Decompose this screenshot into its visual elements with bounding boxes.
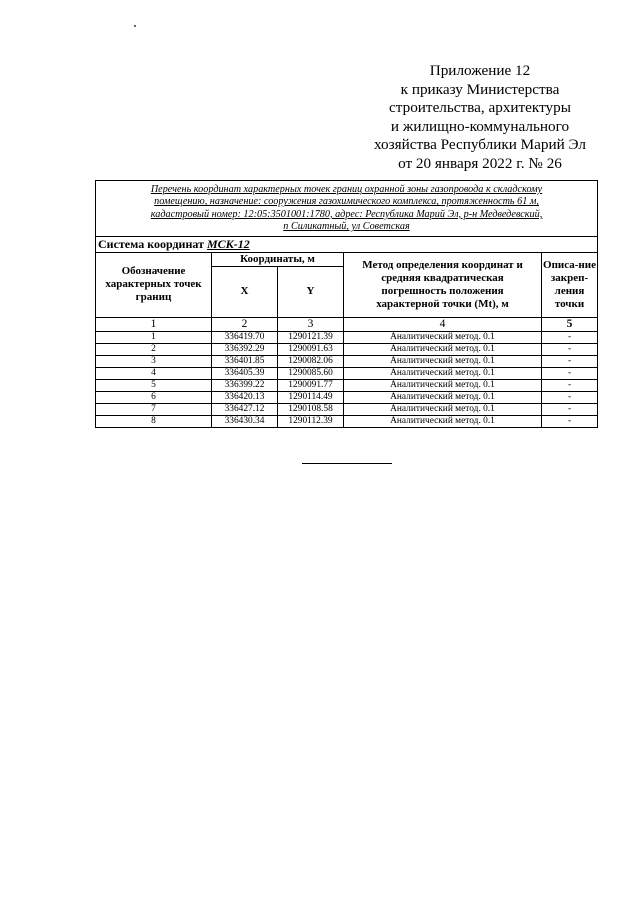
- table-row: [96, 343, 598, 355]
- table-caption: [96, 181, 598, 237]
- description-cell: -: [542, 403, 598, 415]
- table-row: [96, 331, 598, 343]
- divider-line: [302, 463, 392, 464]
- table-row: [96, 415, 598, 427]
- header-x: X: [212, 266, 278, 317]
- table-row: [96, 403, 598, 415]
- method-cell: Аналитический метод. 0.1: [344, 391, 542, 403]
- x-coordinate: 336427.12: [212, 403, 278, 415]
- x-coordinate: 336430.34: [212, 415, 278, 427]
- caption-line: кадастровый номер: 12:05:3501001:1780, адрес: Республика Марий Эл, р-н Медведевский,: [150, 208, 543, 220]
- point-number: 6: [96, 391, 212, 403]
- column-number: 1: [96, 317, 212, 331]
- method-cell: Аналитический метод. 0.1: [344, 403, 542, 415]
- x-coordinate: 336420.13: [212, 391, 278, 403]
- y-coordinate: 1290091.77: [278, 379, 344, 391]
- appendix-header: [360, 62, 600, 174]
- scan-speck: [134, 25, 136, 27]
- method-cell: Аналитический метод. 0.1: [344, 415, 542, 427]
- x-coordinate: 336401.85: [212, 355, 278, 367]
- table-row: [96, 367, 598, 379]
- header-point: Обозначение характерных точек границ: [96, 252, 212, 317]
- table-row: [96, 379, 598, 391]
- appendix-line: хозяйства Республики Марий Эл: [374, 136, 586, 154]
- point-number: 2: [96, 343, 212, 355]
- y-coordinate: 1290085.60: [278, 367, 344, 379]
- coordinates-table: [95, 180, 598, 428]
- header-desc: Описа-ние закреп-ления точки: [542, 252, 598, 317]
- description-cell: -: [542, 391, 598, 403]
- appendix-line: строительства, архитектуры: [389, 99, 571, 117]
- column-number: 2: [212, 317, 278, 331]
- point-number: 4: [96, 367, 212, 379]
- method-cell: Аналитический метод. 0.1: [344, 379, 542, 391]
- point-number: 7: [96, 403, 212, 415]
- description-cell: -: [542, 355, 598, 367]
- description-cell: -: [542, 379, 598, 391]
- point-number: 1: [96, 331, 212, 343]
- y-coordinate: 1290121.39: [278, 331, 344, 343]
- coordinate-system-value: МСК-12: [206, 236, 250, 251]
- appendix-line: и жилищно-коммунального: [390, 117, 570, 135]
- y-coordinate: 1290091.63: [278, 343, 344, 355]
- column-number: 5: [542, 317, 598, 331]
- table-row: [96, 355, 598, 367]
- method-cell: Аналитический метод. 0.1: [344, 331, 542, 343]
- description-cell: -: [542, 415, 598, 427]
- caption-line: Перечень координат характерных точек границ охранной зоны газопровода к складскому: [150, 184, 543, 195]
- x-coordinate: 336405.39: [212, 367, 278, 379]
- column-number: 4: [344, 317, 542, 331]
- method-cell: Аналитический метод. 0.1: [344, 343, 542, 355]
- y-coordinate: 1290108.58: [278, 403, 344, 415]
- point-number: 3: [96, 355, 212, 367]
- appendix-line: Приложение 12: [429, 62, 531, 79]
- y-coordinate: 1290112.39: [278, 415, 344, 427]
- x-coordinate: 336419.70: [212, 331, 278, 343]
- method-cell: Аналитический метод. 0.1: [344, 355, 542, 367]
- coordinate-system-label: Система координат: [98, 236, 207, 251]
- column-number: 3: [278, 317, 344, 331]
- appendix-line: к приказу Министерства: [400, 80, 560, 98]
- table-row: [96, 391, 598, 403]
- caption-line: п Силикатный, ул Советская: [283, 221, 410, 233]
- appendix-line: от 20 января 2022 г. № 26: [398, 154, 562, 172]
- coordinate-system-row: [96, 236, 598, 252]
- description-cell: -: [542, 331, 598, 343]
- description-cell: -: [542, 343, 598, 355]
- x-coordinate: 336392.29: [212, 343, 278, 355]
- y-coordinate: 1290114.49: [278, 391, 344, 403]
- x-coordinate: 336399.22: [212, 379, 278, 391]
- point-number: 8: [96, 415, 212, 427]
- header-coords: Координаты, м: [212, 252, 344, 266]
- caption-line: помещению, назначение: сооружения газохимического комплекса, протяженность 61 м,: [154, 196, 539, 208]
- point-number: 5: [96, 379, 212, 391]
- column-number-row: [96, 317, 598, 331]
- description-cell: -: [542, 367, 598, 379]
- header-y: Y: [278, 266, 344, 317]
- y-coordinate: 1290082.06: [278, 355, 344, 367]
- header-method: Метод определения координат и средняя квадратическая погрешность положения характерной точки (Mt), м: [344, 252, 542, 317]
- method-cell: Аналитический метод. 0.1: [344, 367, 542, 379]
